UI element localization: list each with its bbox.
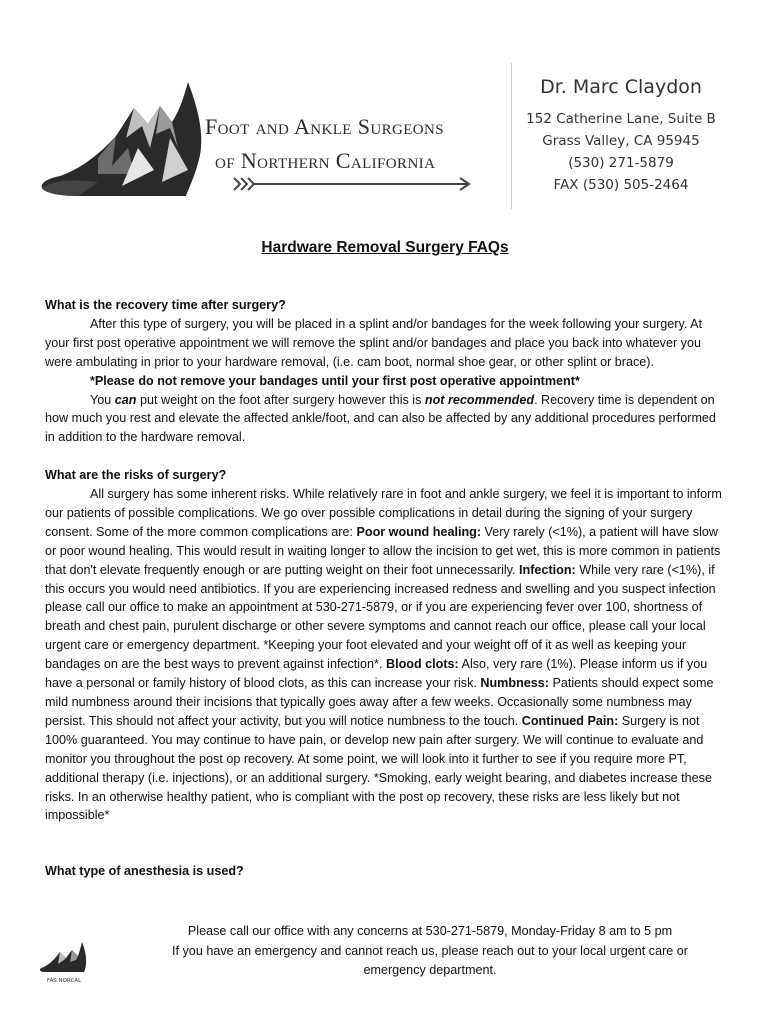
small-logo-text: FAS NORCAL [46,978,82,984]
page-title: Hardware Removal Surgery FAQs [261,239,509,256]
recovery-paragraph-1: After this type of surgery, you will be placed in a splint and/or bandages for the week following your surgery. At your first post operative appointment we will remove the splint and/or bandages and place you back into whatever you were ambulating in prior to your hardware removal, (i.e. cam boot, normal shoe gear, or other splint or brace). [45,316,703,369]
emphasis-not-recommended: not recommended [424,392,535,407]
question-risks: What are the risks of surgery? [45,468,227,483]
risk-text-pain: Surgery is not 100% guaranteed. You may continue to have pain, or develop new pain after surgery. We will continue to evaluate and monitor you throughout the post op recovery. At some point, we will look into it further to see if you require more PT, additional therapy (i.e. injections), or an additional surgery. *Smoking, early weight bearing, and diabetes increase these risks. In an otherwise healthy patient, who is compliant with the post op recovery, these risks are less likely but not impossible* [45,713,712,823]
practice-name-line1: Foot and Ankle Surgeons [205,114,444,139]
faq-content [45,296,725,881]
risks-intro: All surgery has some inherent risks. While relatively rare in foot and ankle surgery, we feel it is important to inform our patients of possible complications. We go over possible complications in detail during the signing of your surgery consent. Some of the more common complications are: [45,487,722,539]
recovery-text: You [90,392,115,407]
fax-number: FAX (530) 505-2464 [553,177,689,193]
address-line-2: Grass Valley, CA 95945 [542,133,700,149]
risk-text-infection: While very rare (<1%), if this occurs you would need antibiotics. If you are experiencing increased redness and swelling and you suspect infection please call our office to make an appointment at 530-271-5879, or if you are experiencing fever over 100, shortness of breath and chest pain, purulent discharge or other severe symptoms and cannot reach our office, please call your local urgent care or emergency department. *Keeping your foot elevated and your weight off of it as well as keeping your bandages on are the best ways to prevent against infection*. [45,562,716,672]
footer [140,922,720,981]
question-anesthesia: What type of anesthesia is used? [45,864,244,879]
mountain-logo-small-icon [38,940,90,988]
footer-line-1: Please call our office with any concerns at 530-271-5879, Monday-Friday 8 am to 5 pm [187,924,673,938]
risk-label-numbness: Numbness: [480,676,549,691]
risk-label-infection: Infection: [519,562,576,577]
risk-label-clots: Blood clots: [385,657,459,672]
phone-number: (530) 271-5879 [568,155,674,171]
contact-block [512,72,730,196]
question-recovery: What is the recovery time after surgery? [45,298,286,312]
doctor-name: Dr. Marc Claydon [540,76,702,98]
recovery-text: put weight on the foot after surgery however this is [136,392,425,407]
practice-name-line2: of Northern California [215,148,436,173]
risk-text-clots: Also, very rare (1%). Please inform us if you have a personal or family history of blood clots, as this can increase your risk. [45,657,708,691]
risk-label-pain: Continued Pain: [521,713,619,728]
arrow-right-icon [232,174,474,194]
risks-paragraph [45,485,725,825]
risk-text-numbness: Patients should expect some mild numbness around their incisions that typically goes away after a few weeks. Occasionally some numbness may persist. This should not affect your activity, but you will notice numbness to the touch. [45,676,714,728]
risk-label-wound: Poor wound healing: [356,524,482,539]
recovery-paragraph-2 [45,391,725,448]
emphasis-can: can [114,392,137,407]
risk-text-wound: Very rarely (<1%), a patient will have slow or poor wound healing. This would result in waiting longer to allow the incision to get wet, this is more common in patients that don't elevate frequently enough or are putting weight on their foot unnecessarily. [45,524,721,577]
mountain-foot-logo-icon [38,78,210,198]
practice-name [205,110,505,178]
recovery-text: . Recovery time is dependent on how much you rest and elevate the affected ankle/foot, and can also be affected by any additional procedures performed in addition to the hardware removal. [45,392,716,445]
bandage-warning: *Please do not remove your bandages until your first post operative appointment* [90,373,580,388]
address-line-1: 152 Catherine Lane, Suite B [526,111,716,127]
footer-line-2: If you have an emergency and cannot reach us, please reach out to your local urgent care or emergency department. [172,943,688,977]
